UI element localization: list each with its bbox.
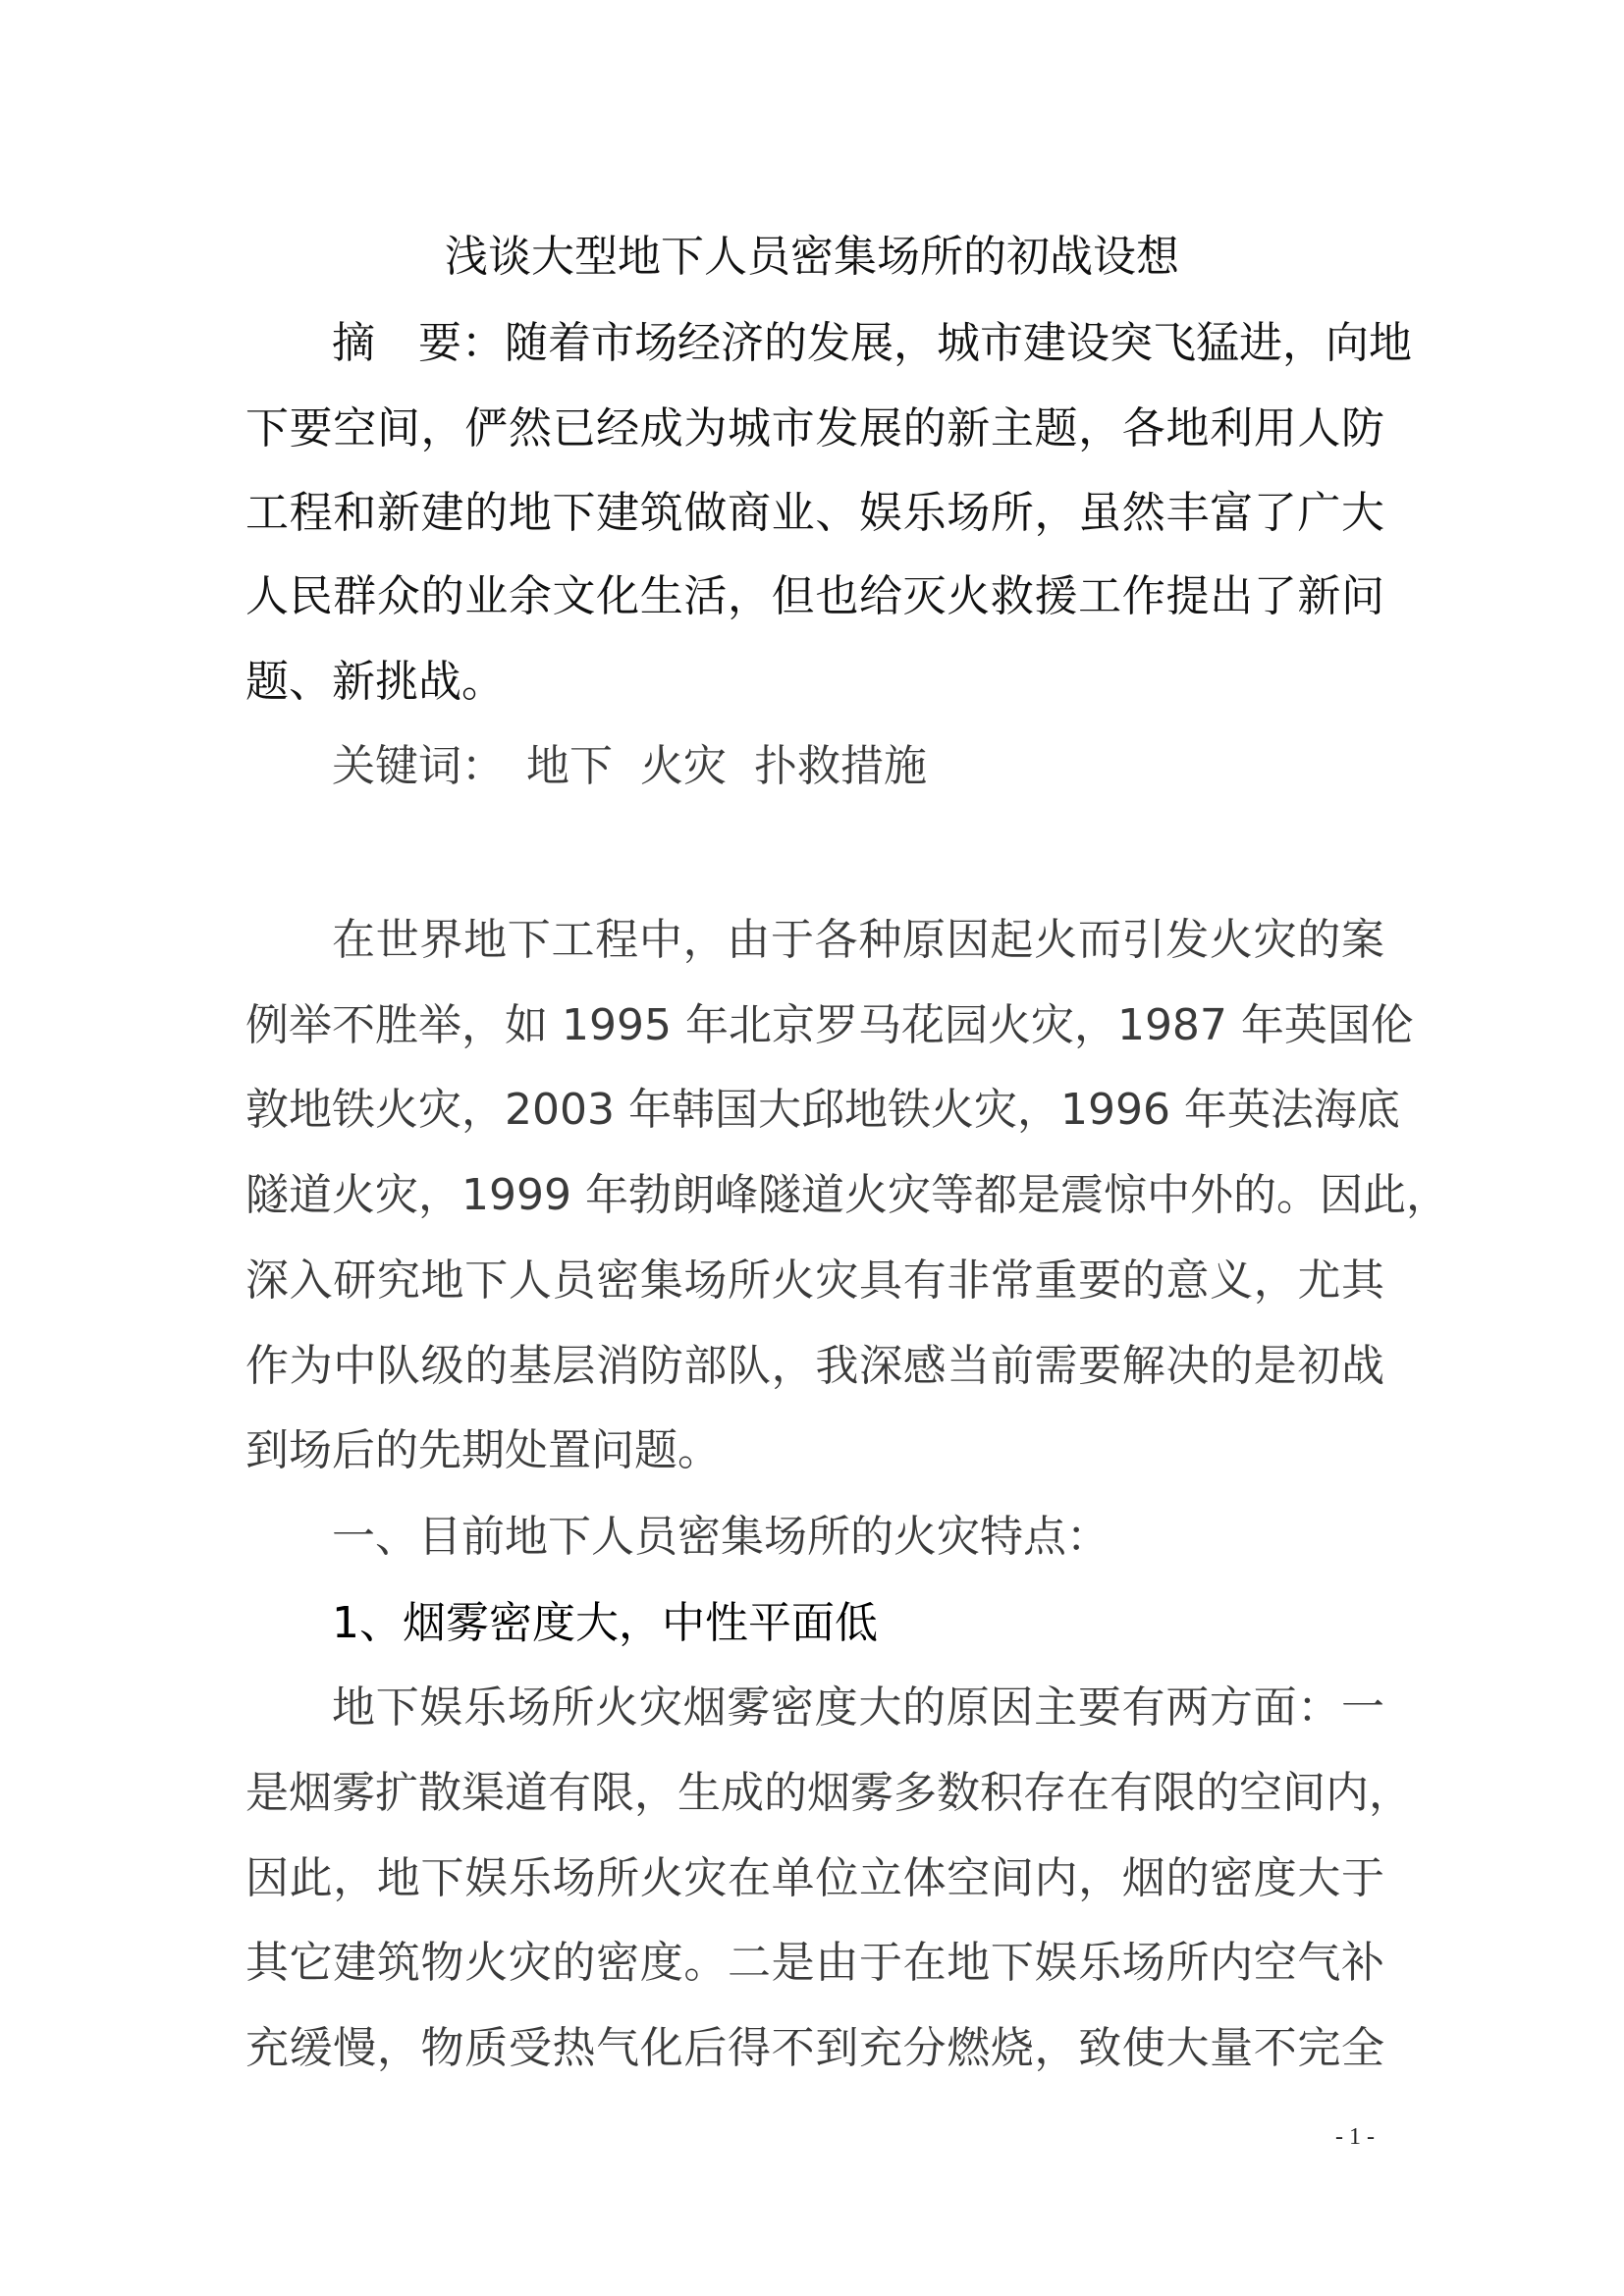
abstract-line-2: 下要空间，俨然已经成为城市发展的新主题，各地利用人防 [245, 403, 1384, 454]
page-number: - 1 - [1335, 2124, 1375, 2150]
intro-line-5: 深入研究地下人员密集场所火灾具有非常重要的意义，尤其 [245, 1255, 1384, 1306]
keywords-line: 关键词： 地下 火灾 扑救措施 [332, 741, 927, 791]
document-title: 浅谈大型地下人员密集场所的初战设想 [445, 232, 1179, 282]
abstract-line-4: 人民群众的业余文化生活，但也给灭火救援工作提出了新问 [245, 571, 1384, 621]
smoke-line-5: 充缓慢，物质受热气化后得不到充分燃烧，致使大量不完全 [245, 2023, 1384, 2073]
intro-line-2: 例举不胜举，如 1995 年北京罗马花园火灾，1987 年英国伦 [245, 1000, 1414, 1050]
intro-line-4: 隧道火灾，1999 年勃朗峰隧道火灾等都是震惊中外的。因此， [245, 1170, 1449, 1220]
intro-line-6: 作为中队级的基层消防部队，我深感当前需要解决的是初战 [245, 1341, 1384, 1391]
smoke-line-2: 是烟雾扩散渠道有限，生成的烟雾多数积存在有限的空间内， [245, 1768, 1412, 1818]
abstract-line-1: 摘 要：随着市场经济的发展，城市建设突飞猛进，向地 [332, 318, 1412, 368]
smoke-line-4: 其它建筑物火灾的密度。二是由于在地下娱乐场所内空气补 [245, 1938, 1384, 1988]
subsection-heading: 1、烟雾密度大，中性平面低 [332, 1598, 878, 1648]
abstract-line-5: 题、新挑战。 [245, 657, 505, 707]
smoke-line-1: 地下娱乐场所火灾烟雾密度大的原因主要有两方面：一 [332, 1682, 1384, 1733]
abstract-line-3: 工程和新建的地下建筑做商业、娱乐场所，虽然丰富了广大 [245, 488, 1384, 538]
intro-line-3: 敦地铁火灾，2003 年韩国大邱地铁火灾，1996 年英法海底 [245, 1085, 1400, 1135]
intro-line-7: 到场后的先期处置问题。 [245, 1425, 721, 1475]
smoke-line-3: 因此，地下娱乐场所火灾在单位立体空间内，烟的密度大于 [245, 1853, 1384, 1903]
section-heading: 一、目前地下人员密集场所的火灾特点： [332, 1512, 1110, 1562]
intro-line-1: 在世界地下工程中，由于各种原因起火而引发火灾的案 [332, 915, 1384, 965]
